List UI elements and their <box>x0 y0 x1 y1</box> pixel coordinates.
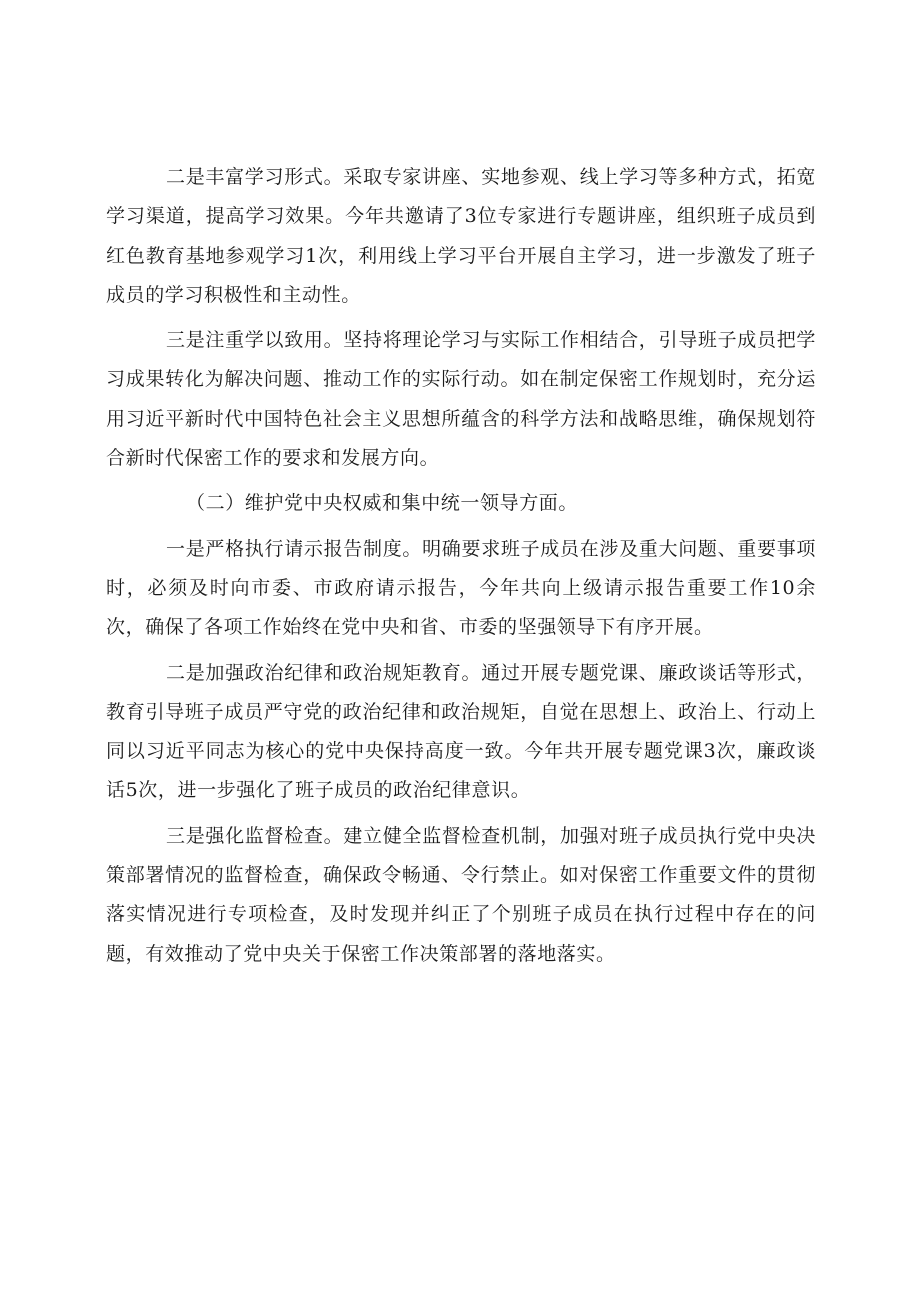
document-body <box>0 158 920 980</box>
paragraph-study-forms: 二是丰富学习形式。采取专家讲座、实地参观、线上学习等多种方式，拓宽学习渠道，提高学习效果。今年共邀请了3位专家进行专题讲座，组织班子成员到红色教育基地参观学习1次，利用线上学习平台开展自主学习，进一步激发了班子成员的学习积极性和主动性。 <box>106 166 816 306</box>
paragraph-discipline-education: 二是加强政治纪律和政治规矩教育。通过开展专题党课、廉政谈话等形式，教育引导班子成员严守党的政治纪律和政治规矩，自觉在思想上、政治上、行动上同以习近平同志为核心的党中央保持高度一致。今年共开展专题党课3次，廉政谈话5次，进一步强化了班子成员的政治纪律意识。 <box>106 661 816 802</box>
section-subheading: （二）维护党中央权威和集中统一领导方面。 <box>186 492 579 515</box>
paragraph-reporting-system: 一是严格执行请示报告制度。明确要求班子成员在涉及重大问题、重要事项时，必须及时向市委、市政府请示报告，今年共向上级请示报告重要工作10余次，确保了各项工作始终在党中央和省、市委的坚强领导下有序开展。 <box>106 537 816 639</box>
paragraph-supervision: 三是强化监督检查。建立健全监督检查机制，加强对班子成员执行党中央决策部署情况的监督检查，确保政令畅通、令行禁止。如对保密工作重要文件的贯彻落实情况进行专项检查，及时发现并纠正了个别班子成员在执行过程中存在的问题，有效推动了党中央关于保密工作决策部署的落地落实。 <box>106 824 816 965</box>
paragraph-apply-learning: 三是注重学以致用。坚持将理论学习与实际工作相结合，引导班子成员把学习成果转化为解决问题、推动工作的实际行动。如在制定保密工作规划时，充分运用习近平新时代中国特色社会主义思想所蕴含的科学方法和战略思维，确保规划符合新时代保密工作的要求和发展方向。 <box>106 329 816 470</box>
